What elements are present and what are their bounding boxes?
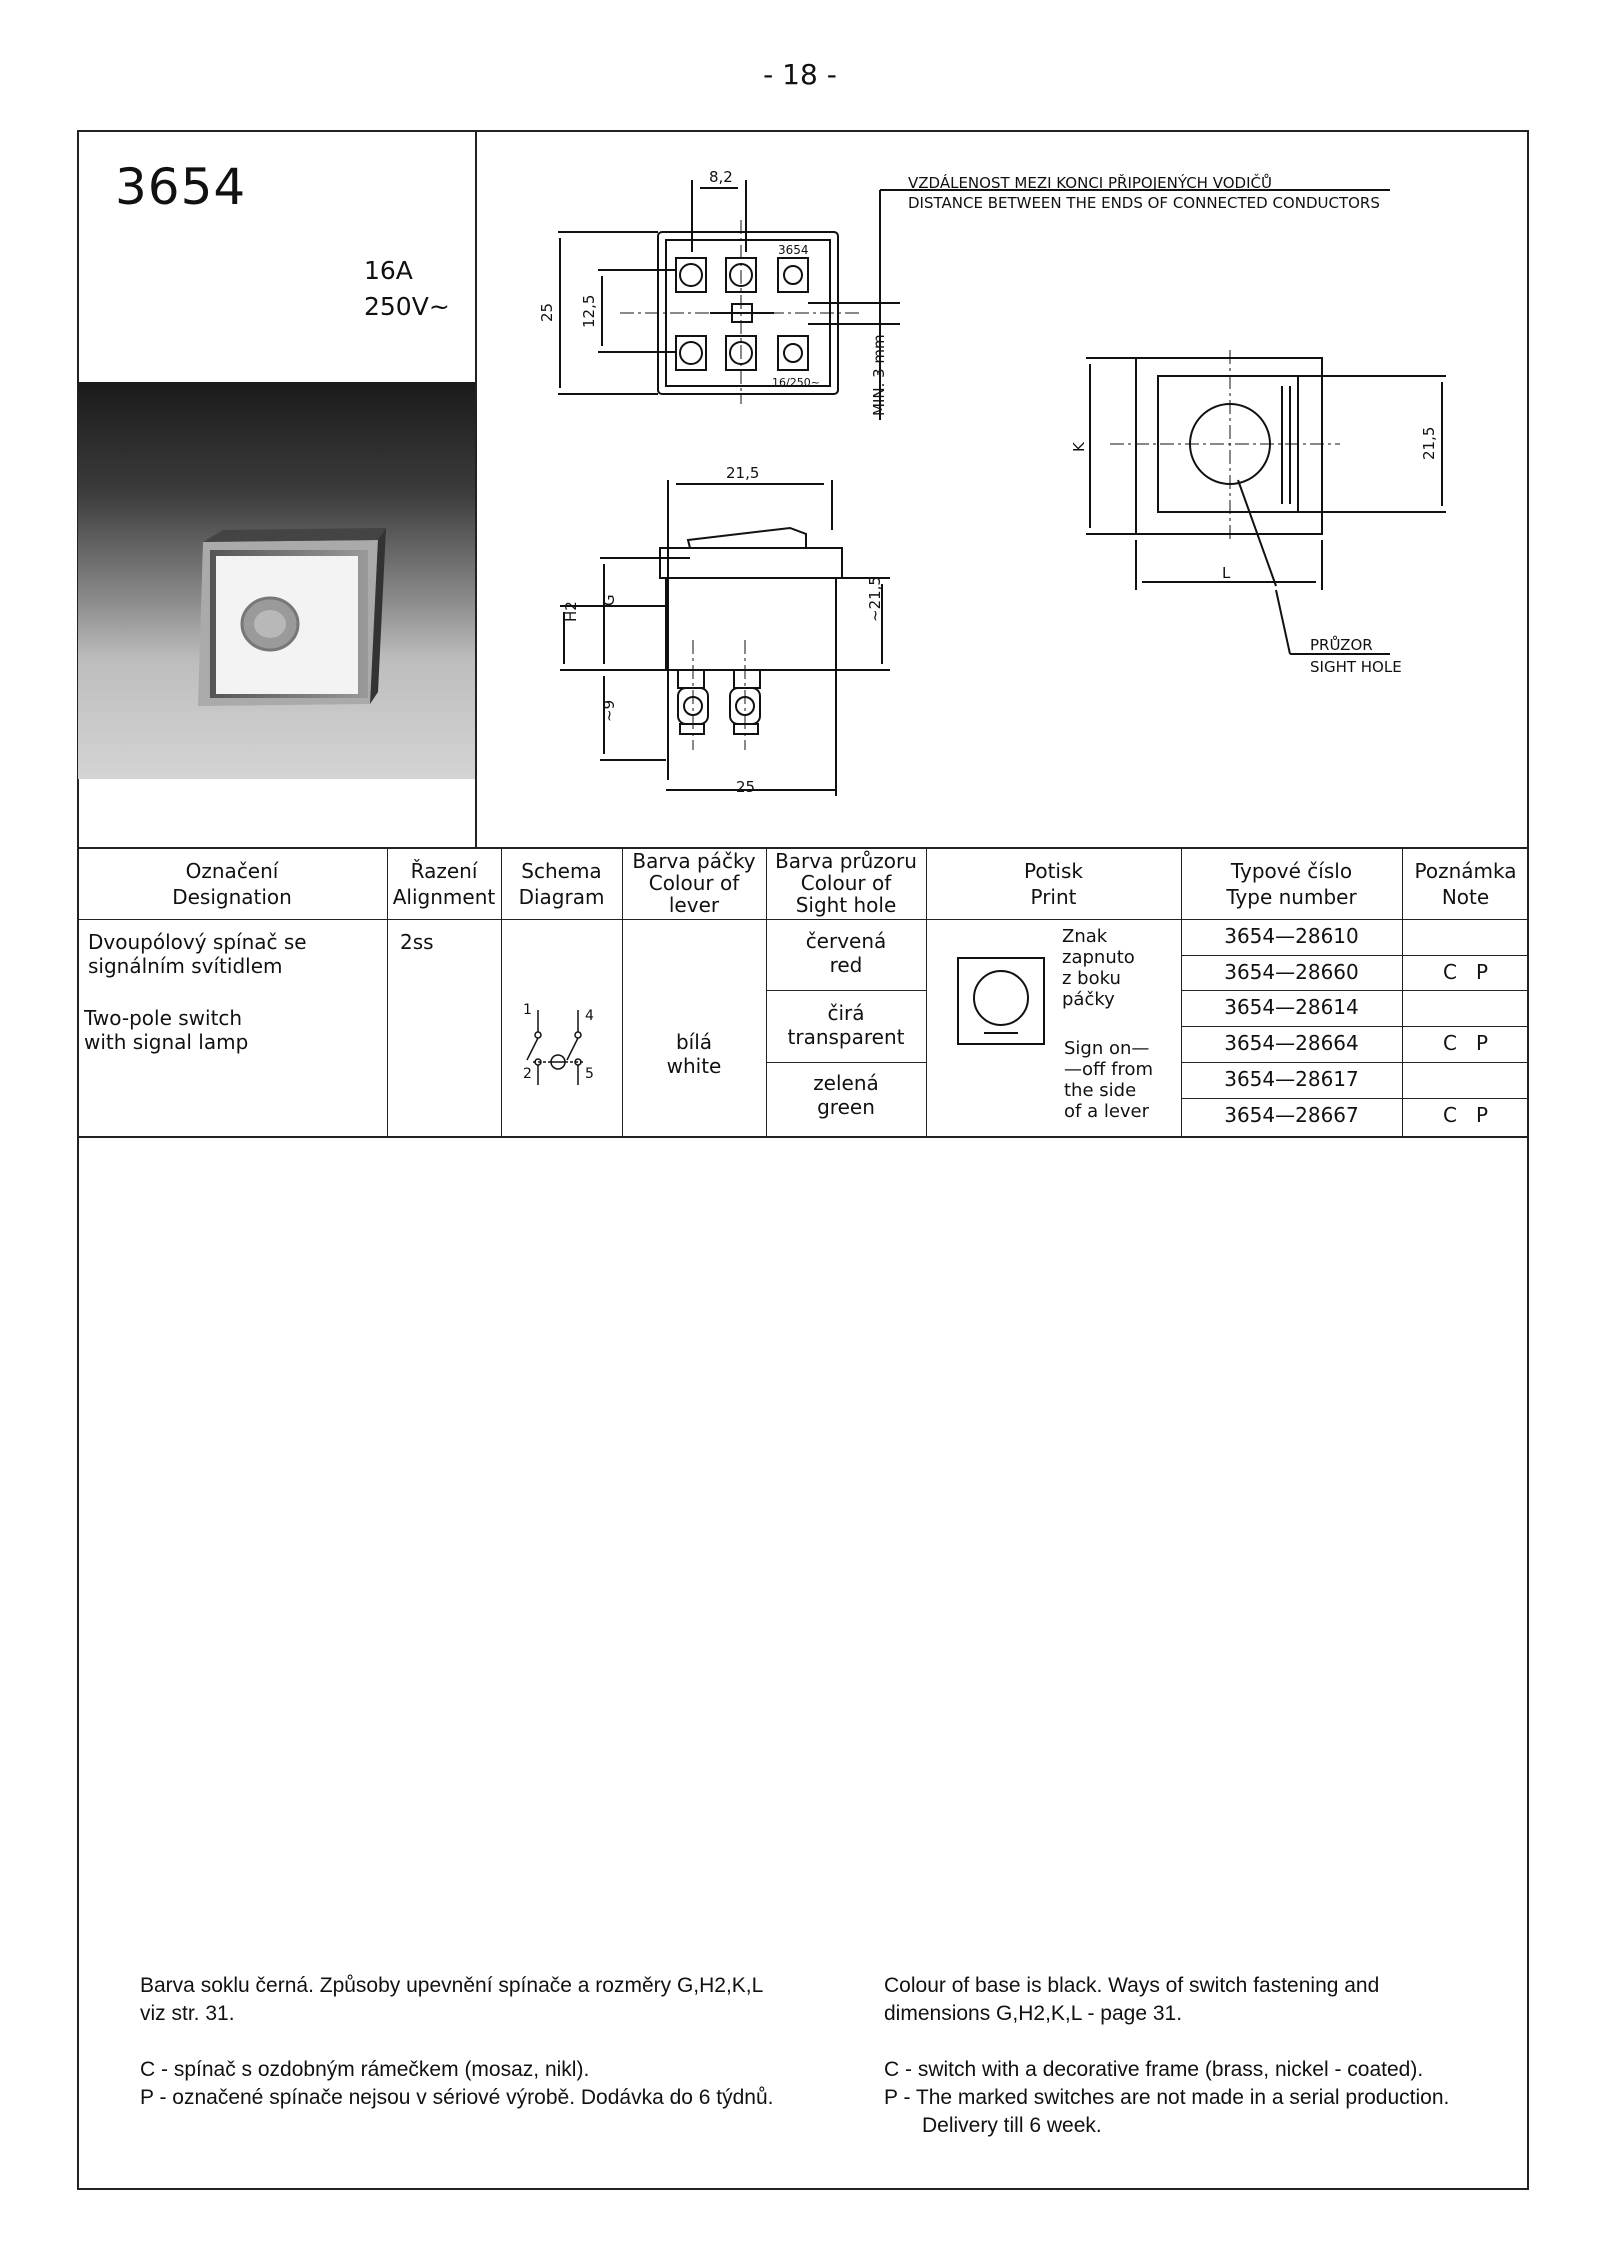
header-note: Poznámka Note bbox=[1414, 859, 1517, 909]
dim-21-5b: ~21,5 bbox=[866, 576, 884, 622]
row-rule bbox=[766, 990, 926, 991]
sight-en: SIGHT HOLE bbox=[1310, 658, 1402, 676]
product-photo bbox=[78, 382, 475, 779]
alignment-value: 2ss bbox=[400, 930, 434, 954]
min-label: MIN. 3 mm bbox=[870, 334, 888, 416]
header-lever-colour: Barva páčky Colour of lever bbox=[632, 849, 756, 917]
type-number: 3654—28664 bbox=[1224, 1031, 1359, 1055]
dim-8-2: 8,2 bbox=[709, 168, 733, 186]
header-type-number: Typové číslo Type number bbox=[1226, 859, 1357, 909]
row-rule bbox=[1181, 955, 1529, 956]
wiring-diagram bbox=[515, 1000, 615, 1090]
dim-21-5c: 21,5 bbox=[1420, 426, 1438, 460]
designation-cz: Dvoupólový spínač se signálním svítidlem bbox=[88, 930, 307, 978]
type-number: 3654—28614 bbox=[1224, 995, 1359, 1019]
lever-colour: bílá white bbox=[666, 1030, 722, 1078]
page-number: - 18 - bbox=[763, 58, 837, 91]
body-mark: 3654 bbox=[778, 243, 809, 257]
table-rule bbox=[77, 1136, 1529, 1138]
header-diagram: Schema Diagram bbox=[518, 859, 605, 909]
notes-en: Colour of base is black. Ways of switch fastening and dimensions G,H2,K,L - page 31. C - switch with a decorative frame (brass, nickel - coated). P - The marked switches are not made in a serial production. Delivery till 6 week. bbox=[884, 1974, 1450, 2137]
designation-en: Two-pole switch with signal lamp bbox=[84, 1006, 249, 1054]
svg-text:4: 4 bbox=[585, 1008, 594, 1024]
notes-cz: Barva soklu černá. Způsoby upevnění spínače a rozměry G,H2,K,L viz str. 31. C - spínač s ozdobným rámečkem (mosaz, nikl). P - označené spínače nejsou v sériové výrobě. Dodávka do 6 týdnů. bbox=[140, 1974, 774, 2109]
sight-green: zelená green bbox=[813, 1071, 879, 1119]
header-print: Potisk Print bbox=[1024, 859, 1083, 909]
row-rule bbox=[1181, 990, 1529, 991]
sight-transparent: čirá transparent bbox=[787, 1001, 905, 1049]
dim-12-5: 12,5 bbox=[580, 294, 598, 328]
current-rating: 16A bbox=[364, 256, 413, 285]
svg-text:5: 5 bbox=[585, 1066, 594, 1082]
table-rule bbox=[77, 919, 1529, 920]
on-off-symbol-icon bbox=[956, 956, 1046, 1046]
note-value: C P bbox=[1442, 960, 1489, 984]
sight-cz: PRŮZOR bbox=[1310, 636, 1373, 654]
print-cz: Znak zapnuto z boku páčky bbox=[1062, 926, 1135, 1010]
row-rule bbox=[1181, 1062, 1529, 1063]
row-rule bbox=[766, 1062, 926, 1063]
body-rating: 16/250~ bbox=[772, 376, 820, 389]
header-alignment: Řazení Alignment bbox=[392, 859, 496, 909]
note-value: C P bbox=[1442, 1031, 1489, 1055]
dim-25b: 25 bbox=[736, 778, 756, 796]
header-designation: Označení Designation bbox=[172, 859, 292, 909]
voltage-rating: 250V~ bbox=[364, 292, 450, 321]
header-sight-colour: Barva průzoru Colour of Sight hole bbox=[775, 849, 917, 917]
type-number: 3654—28667 bbox=[1224, 1103, 1359, 1127]
type-number: 3654—28660 bbox=[1224, 960, 1359, 984]
dim-g: G bbox=[600, 594, 618, 606]
dim-21-5: 21,5 bbox=[726, 464, 760, 482]
technical-drawing bbox=[477, 132, 1527, 846]
sight-red: červená red bbox=[805, 929, 887, 977]
dim-9: ~9 bbox=[600, 699, 618, 722]
row-rule bbox=[1181, 1098, 1529, 1099]
caption-en: DISTANCE BETWEEN THE ENDS OF CONNECTED CONDUCTORS bbox=[908, 194, 1380, 212]
dim-25: 25 bbox=[538, 302, 556, 322]
note-value: C P bbox=[1442, 1103, 1489, 1127]
dim-h2: H2 bbox=[562, 601, 580, 622]
type-number: 3654—28610 bbox=[1224, 924, 1359, 948]
model-number: 3654 bbox=[115, 158, 247, 216]
dim-k: K bbox=[1070, 442, 1088, 452]
row-rule bbox=[1181, 1026, 1529, 1027]
type-number: 3654—28617 bbox=[1224, 1067, 1359, 1091]
svg-text:1: 1 bbox=[523, 1002, 532, 1018]
print-en: Sign on— —off from the side of a lever bbox=[1064, 1038, 1154, 1122]
svg-text:2: 2 bbox=[523, 1066, 532, 1082]
caption-cz: VZDÁLENOST MEZI KONCI PŘIPOJENÝCH VODIČŮ bbox=[908, 174, 1272, 192]
dim-l: L bbox=[1222, 564, 1231, 582]
